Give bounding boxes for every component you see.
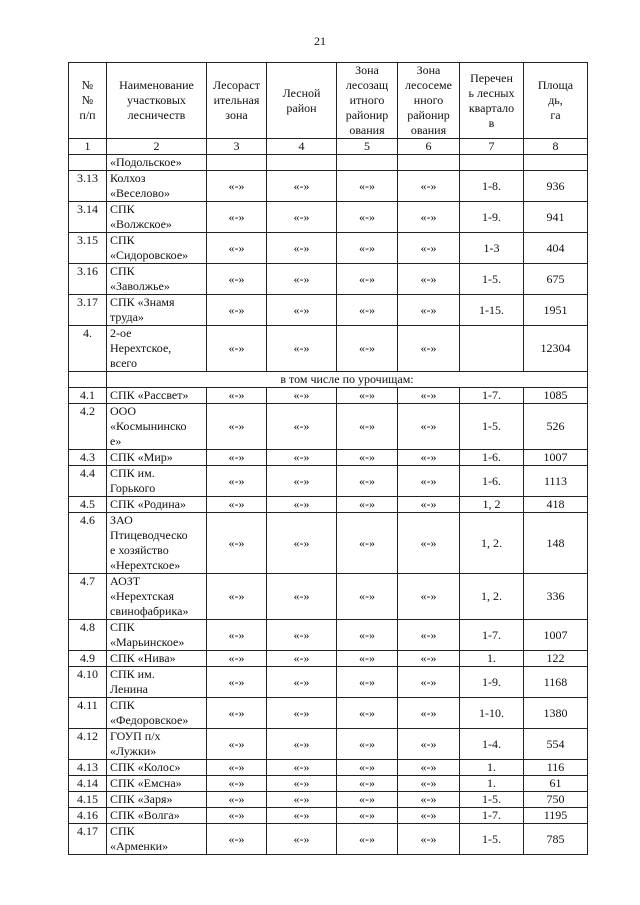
protection-zone-cell: «-» xyxy=(337,808,398,824)
protection-zone-cell: «-» xyxy=(337,729,398,760)
subheading-spacer xyxy=(69,372,107,388)
quarters-cell: 1-5. xyxy=(460,824,524,855)
quarters-cell: 1-15. xyxy=(460,295,524,326)
column-number-row xyxy=(69,139,588,155)
district-name: СПК «Волжское» xyxy=(107,202,207,233)
forest-region-cell: «-» xyxy=(267,667,337,698)
table-row xyxy=(69,620,588,651)
quarters-cell: 1. xyxy=(460,651,524,667)
area-cell: 675 xyxy=(524,264,588,295)
area-cell: 1380 xyxy=(524,698,588,729)
table-row xyxy=(69,450,588,466)
column-number: 6 xyxy=(398,139,460,155)
forest-region-cell: «-» xyxy=(267,620,337,651)
protection-zone-cell: «-» xyxy=(337,824,398,855)
district-name: СПК «Марьинское» xyxy=(107,620,207,651)
forest-zone-cell: «-» xyxy=(207,808,267,824)
seed-zone-cell: «-» xyxy=(398,792,460,808)
district-name: СПК «Родина» xyxy=(107,497,207,513)
protection-zone-cell: «-» xyxy=(337,326,398,372)
forest-region-cell: «-» xyxy=(267,729,337,760)
protection-zone-cell: «-» xyxy=(337,651,398,667)
column-number: 3 xyxy=(207,139,267,155)
table-row xyxy=(69,404,588,450)
forest-region-cell: «-» xyxy=(267,651,337,667)
seed-zone-cell: «-» xyxy=(398,574,460,620)
forest-region-cell: «-» xyxy=(267,450,337,466)
seed-zone-cell: «-» xyxy=(398,729,460,760)
area-cell: 148 xyxy=(524,513,588,574)
seed-zone-cell: «-» xyxy=(398,233,460,264)
seed-zone-cell: «-» xyxy=(398,620,460,651)
row-number xyxy=(69,155,107,171)
row-number: 3.17 xyxy=(69,295,107,326)
seed-zone-cell: «-» xyxy=(398,513,460,574)
protection-zone-cell: «-» xyxy=(337,792,398,808)
forest-region-cell: «-» xyxy=(267,760,337,776)
forest-zone-cell: «-» xyxy=(207,202,267,233)
header-row xyxy=(69,63,588,139)
area-cell: 785 xyxy=(524,824,588,855)
row-number: 4.14 xyxy=(69,776,107,792)
row-number: 4.2 xyxy=(69,404,107,450)
seed-zone-cell: «-» xyxy=(398,776,460,792)
table-row xyxy=(69,574,588,620)
table-row xyxy=(69,326,588,372)
seed-zone-cell: «-» xyxy=(398,497,460,513)
forest-zone-cell: «-» xyxy=(207,792,267,808)
seed-zone-cell: «-» xyxy=(398,466,460,497)
quarters-cell: 1-7. xyxy=(460,388,524,404)
forest-zone-cell: «-» xyxy=(207,651,267,667)
header-no: № № п/п xyxy=(69,63,107,139)
protection-zone-cell: «-» xyxy=(337,698,398,729)
district-name: СПК «Емсна» xyxy=(107,776,207,792)
table-row xyxy=(69,808,588,824)
forest-region-cell: «-» xyxy=(267,808,337,824)
column-number: 2 xyxy=(107,139,207,155)
district-name: ЗАО Птицеводческо е хозяйство «Нерехтское» xyxy=(107,513,207,574)
protection-zone-cell: «-» xyxy=(337,202,398,233)
forest-zone-cell: «-» xyxy=(207,760,267,776)
district-name: СПК «Мир» xyxy=(107,450,207,466)
table-row xyxy=(69,667,588,698)
row-number: 4.9 xyxy=(69,651,107,667)
protection-zone-cell: «-» xyxy=(337,513,398,574)
area-cell: 12304 xyxy=(524,326,588,372)
table-row xyxy=(69,388,588,404)
area-cell xyxy=(524,155,588,171)
forest-region-cell: «-» xyxy=(267,824,337,855)
protection-zone-cell: «-» xyxy=(337,404,398,450)
seed-zone-cell: «-» xyxy=(398,404,460,450)
row-number: 4.1 xyxy=(69,388,107,404)
quarters-cell: 1. xyxy=(460,760,524,776)
forest-region-cell: «-» xyxy=(267,264,337,295)
quarters-cell: 1, 2 xyxy=(460,497,524,513)
seed-zone-cell: «-» xyxy=(398,171,460,202)
forest-zone-cell: «-» xyxy=(207,295,267,326)
row-number: 3.14 xyxy=(69,202,107,233)
forest-zone-cell: «-» xyxy=(207,497,267,513)
table-row xyxy=(69,651,588,667)
district-name: «Подольское» xyxy=(107,155,207,171)
district-name: АОЗТ «Нерехтская свинофабрика» xyxy=(107,574,207,620)
forest-region-cell: «-» xyxy=(267,171,337,202)
quarters-cell: 1-9. xyxy=(460,202,524,233)
forest-region-cell: «-» xyxy=(267,466,337,497)
table-row xyxy=(69,776,588,792)
district-name: ООО «Космынинско е» xyxy=(107,404,207,450)
header-protection-zone: Зона лесозащ итного районир ования xyxy=(337,63,398,139)
district-name: СПК «Нива» xyxy=(107,651,207,667)
seed-zone-cell: «-» xyxy=(398,388,460,404)
table-row xyxy=(69,792,588,808)
seed-zone-cell: «-» xyxy=(398,295,460,326)
forest-zone-cell: «-» xyxy=(207,620,267,651)
area-cell: 936 xyxy=(524,171,588,202)
table-row xyxy=(69,295,588,326)
quarters-cell: 1-5. xyxy=(460,264,524,295)
header-forest-zone: Лесораст ительная зона xyxy=(207,63,267,139)
table-row xyxy=(69,513,588,574)
forest-zone-cell: «-» xyxy=(207,233,267,264)
subheading: в том числе по урочищам: xyxy=(107,372,588,388)
district-name: ГОУП п/х «Лужки» xyxy=(107,729,207,760)
seed-zone-cell: «-» xyxy=(398,651,460,667)
district-name: СПК «Рассвет» xyxy=(107,388,207,404)
protection-zone-cell: «-» xyxy=(337,233,398,264)
quarters-cell: 1-5. xyxy=(460,404,524,450)
row-number: 4.15 xyxy=(69,792,107,808)
row-number: 4.3 xyxy=(69,450,107,466)
forest-region-cell: «-» xyxy=(267,513,337,574)
area-cell: 122 xyxy=(524,651,588,667)
area-cell: 116 xyxy=(524,760,588,776)
forest-zone-cell: «-» xyxy=(207,404,267,450)
header-forest-region: Лесной район xyxy=(267,63,337,139)
column-number: 7 xyxy=(460,139,524,155)
seed-zone-cell: «-» xyxy=(398,202,460,233)
row-number: 4.4 xyxy=(69,466,107,497)
forest-zone-cell: «-» xyxy=(207,824,267,855)
protection-zone-cell: «-» xyxy=(337,388,398,404)
forest-zone-cell: «-» xyxy=(207,513,267,574)
quarters-cell: 1-6. xyxy=(460,466,524,497)
header-seed-zone: Зона лесосеме нного районир ования xyxy=(398,63,460,139)
row-number: 4.13 xyxy=(69,760,107,776)
area-cell: 554 xyxy=(524,729,588,760)
protection-zone-cell: «-» xyxy=(337,667,398,698)
quarters-cell: 1-9. xyxy=(460,667,524,698)
district-name: СПК «Сидоровское» xyxy=(107,233,207,264)
district-name: 2-ое Нерехтское, всего xyxy=(107,326,207,372)
district-name: СПК «Волга» xyxy=(107,808,207,824)
forest-region-cell: «-» xyxy=(267,404,337,450)
forest-zone-cell: «-» xyxy=(207,698,267,729)
protection-zone-cell: «-» xyxy=(337,760,398,776)
protection-zone-cell: «-» xyxy=(337,264,398,295)
forest-region-cell: «-» xyxy=(267,698,337,729)
header-name: Наименование участковых лесничеств xyxy=(107,63,207,139)
district-name: СПК им. Горького xyxy=(107,466,207,497)
protection-zone-cell: «-» xyxy=(337,620,398,651)
protection-zone-cell: «-» xyxy=(337,171,398,202)
area-cell: 336 xyxy=(524,574,588,620)
column-number: 1 xyxy=(69,139,107,155)
table-row xyxy=(69,171,588,202)
quarters-cell: 1-3 xyxy=(460,233,524,264)
column-number: 4 xyxy=(267,139,337,155)
table-row xyxy=(69,824,588,855)
row-number: 4.8 xyxy=(69,620,107,651)
page-number: 21 xyxy=(314,34,326,48)
forest-zone-cell: «-» xyxy=(207,574,267,620)
area-cell: 1168 xyxy=(524,667,588,698)
row-number: 4.10 xyxy=(69,667,107,698)
quarters-cell: 1-6. xyxy=(460,450,524,466)
district-name: СПК «Колос» xyxy=(107,760,207,776)
forest-region-cell: «-» xyxy=(267,776,337,792)
forest-region-cell: «-» xyxy=(267,233,337,264)
seed-zone-cell: «-» xyxy=(398,824,460,855)
table-row xyxy=(69,202,588,233)
area-cell: 1085 xyxy=(524,388,588,404)
table-row xyxy=(69,698,588,729)
area-cell: 1195 xyxy=(524,808,588,824)
table-row xyxy=(69,729,588,760)
seed-zone-cell: «-» xyxy=(398,450,460,466)
quarters-cell xyxy=(460,155,524,171)
protection-zone-cell: «-» xyxy=(337,466,398,497)
protection-zone-cell: «-» xyxy=(337,450,398,466)
seed-zone-cell: «-» xyxy=(398,326,460,372)
quarters-cell: 1-8. xyxy=(460,171,524,202)
protection-zone-cell: «-» xyxy=(337,497,398,513)
area-cell: 1951 xyxy=(524,295,588,326)
district-name: СПК «Знамя труда» xyxy=(107,295,207,326)
forest-region-cell: «-» xyxy=(267,388,337,404)
district-name: СПК «Федоровское» xyxy=(107,698,207,729)
forest-region-cell: «-» xyxy=(267,497,337,513)
forest-region-cell: «-» xyxy=(267,202,337,233)
district-name: СПК «Заволжье» xyxy=(107,264,207,295)
protection-zone-cell: «-» xyxy=(337,776,398,792)
table-row xyxy=(69,264,588,295)
quarters-cell xyxy=(460,326,524,372)
forest-region-cell: «-» xyxy=(267,326,337,372)
quarters-cell: 1-5. xyxy=(460,792,524,808)
forest-region-cell: «-» xyxy=(267,792,337,808)
row-number: 4.5 xyxy=(69,497,107,513)
table-row xyxy=(69,233,588,264)
subheading-row xyxy=(69,372,588,388)
forest-zone-cell: «-» xyxy=(207,466,267,497)
seed-zone-cell: «-» xyxy=(398,808,460,824)
district-name: СПК им. Ленина xyxy=(107,667,207,698)
forest-zone-cell: «-» xyxy=(207,326,267,372)
forest-region-cell: «-» xyxy=(267,574,337,620)
seed-zone-cell xyxy=(398,155,460,171)
quarters-cell: 1. xyxy=(460,776,524,792)
protection-zone-cell xyxy=(337,155,398,171)
row-number: 3.16 xyxy=(69,264,107,295)
quarters-cell: 1-7. xyxy=(460,620,524,651)
quarters-cell: 1-7. xyxy=(460,808,524,824)
district-name: СПК «Заря» xyxy=(107,792,207,808)
row-number: 4.7 xyxy=(69,574,107,620)
forest-zone-cell: «-» xyxy=(207,729,267,760)
seed-zone-cell: «-» xyxy=(398,667,460,698)
area-cell: 941 xyxy=(524,202,588,233)
seed-zone-cell: «-» xyxy=(398,264,460,295)
forest-zone-cell: «-» xyxy=(207,171,267,202)
quarters-cell: 1, 2. xyxy=(460,513,524,574)
row-number: 3.13 xyxy=(69,171,107,202)
quarters-cell: 1, 2. xyxy=(460,574,524,620)
row-number: 4.12 xyxy=(69,729,107,760)
quarters-cell: 1-10. xyxy=(460,698,524,729)
header-quarters: Перечен ь лесных кварталo в xyxy=(460,63,524,139)
row-number: 4.6 xyxy=(69,513,107,574)
row-number: 4.16 xyxy=(69,808,107,824)
table-row xyxy=(69,466,588,497)
forest-region-cell xyxy=(267,155,337,171)
forest-region-cell: «-» xyxy=(267,295,337,326)
forest-zone-cell: «-» xyxy=(207,667,267,698)
table-row xyxy=(69,155,588,171)
row-number: 4. xyxy=(69,326,107,372)
header-area: Площа дь, га xyxy=(524,63,588,139)
forest-zone-cell: «-» xyxy=(207,264,267,295)
forest-districts-table xyxy=(68,62,588,855)
district-name: СПК «Арменки» xyxy=(107,824,207,855)
column-number: 8 xyxy=(524,139,588,155)
forest-zone-cell xyxy=(207,155,267,171)
seed-zone-cell: «-» xyxy=(398,698,460,729)
protection-zone-cell: «-» xyxy=(337,295,398,326)
forest-zone-cell: «-» xyxy=(207,388,267,404)
protection-zone-cell: «-» xyxy=(337,574,398,620)
forest-zone-cell: «-» xyxy=(207,450,267,466)
seed-zone-cell: «-» xyxy=(398,760,460,776)
forest-zone-cell: «-» xyxy=(207,776,267,792)
quarters-cell: 1-4. xyxy=(460,729,524,760)
area-cell: 404 xyxy=(524,233,588,264)
district-name: Колхоз «Веселово» xyxy=(107,171,207,202)
table-row xyxy=(69,760,588,776)
area-cell: 418 xyxy=(524,497,588,513)
area-cell: 1113 xyxy=(524,466,588,497)
column-number: 5 xyxy=(337,139,398,155)
row-number: 3.15 xyxy=(69,233,107,264)
area-cell: 750 xyxy=(524,792,588,808)
table-row xyxy=(69,497,588,513)
area-cell: 1007 xyxy=(524,450,588,466)
row-number: 4.11 xyxy=(69,698,107,729)
area-cell: 1007 xyxy=(524,620,588,651)
area-cell: 61 xyxy=(524,776,588,792)
area-cell: 526 xyxy=(524,404,588,450)
row-number: 4.17 xyxy=(69,824,107,855)
